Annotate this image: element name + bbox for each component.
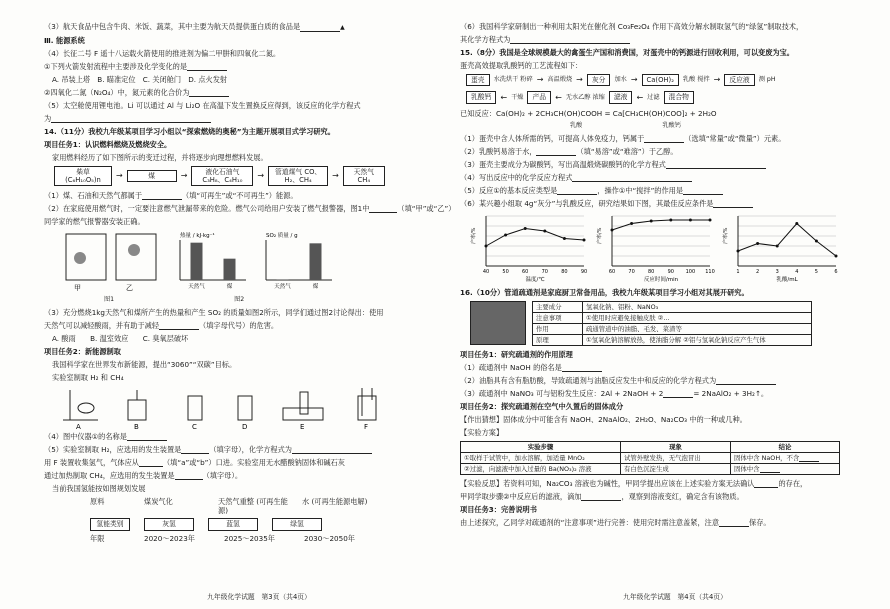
q15-6-line: （6）某兴趣小组取 4g“灰分”与乳酸反应，研究结果如下图，其最佳反应条件是 [460, 199, 852, 208]
answer-blank[interactable] [663, 390, 693, 398]
experiment-table [460, 441, 840, 475]
plan-row-3: 年限 2020～2023年 2025～2035年 2030～2050年 [90, 533, 355, 543]
answer-blank[interactable] [716, 377, 776, 385]
right-page [430, 0, 860, 609]
x-tick-label: 100 [685, 268, 696, 275]
task2-heading: 项目任务2：新能源制取 [44, 347, 121, 357]
apparatus-c [188, 396, 202, 420]
q14-4-line: （4）图中仪器①的名称是 [44, 432, 420, 441]
answer-blank[interactable] [572, 174, 692, 182]
yield-vs-acid-chart [722, 212, 840, 282]
arrow-right-icon: → [713, 75, 721, 85]
flow-box: 产品 [527, 91, 551, 103]
answer-blank[interactable] [760, 465, 780, 473]
answer-blank[interactable] [644, 135, 684, 143]
answer-blank[interactable] [189, 89, 229, 97]
figure-1 [64, 230, 164, 292]
answer-blank[interactable] [510, 36, 630, 44]
fuel-box: 液化石油气 C₃H₈、C₄H₁₀ [191, 166, 253, 187]
arrow-right-icon: → [180, 170, 188, 180]
answer-blank[interactable] [562, 364, 602, 372]
y-axis-label: 产率/% [723, 227, 729, 244]
arrow-left-icon: ← [500, 92, 508, 102]
x-tick-label: 6 [834, 268, 838, 275]
x-tick-label: 40 [482, 268, 490, 275]
x-tick-label: 天然气 [274, 284, 291, 291]
bar [191, 243, 203, 280]
y-axis-label: 产率/% [597, 227, 603, 244]
task1-heading: 项目任务1：认识燃料燃烧及燃烧安全。 [44, 139, 172, 149]
equation-labels: 乳酸 乳酸钙 [570, 121, 681, 129]
data-point [776, 244, 779, 247]
person-icon [128, 244, 140, 256]
data-point [756, 242, 759, 245]
q14-1-line: （1）煤、石油和天然气都属于 （填“可再生”或“不可再生”）能源。 [44, 191, 298, 201]
page-footer: 九年级化学试题 第4页（共4页） [623, 592, 727, 601]
fuel-box: 柴草 (C₆H₁₀O₅)n [54, 166, 112, 187]
answer-blank[interactable] [292, 446, 372, 454]
data-point [795, 222, 798, 225]
data-point [543, 229, 546, 232]
q16-task3-heading: 项目任务3：完善说明书 [460, 504, 537, 514]
arrow-left-icon: ← [636, 92, 644, 102]
x-tick-label: 60 [522, 268, 529, 275]
answer-blank[interactable] [181, 446, 209, 454]
room-b [116, 234, 156, 280]
apparatus-a [63, 390, 98, 420]
plan-title: 当前我国氢能按如图规划发展 [52, 484, 146, 494]
x-tick-label: 4 [795, 268, 799, 275]
q16-2-line: （2）油脂具有含有脂肪酸，导致疏通剂与油脂反应发生中和反应的化学方程式为 [460, 376, 852, 385]
triangle-icon: ▲ [340, 24, 345, 31]
data-point [630, 222, 633, 225]
q14-2c-line: 同学家的燃气报警器安装正确。 [44, 217, 145, 227]
data-point [669, 218, 672, 221]
yield-vs-temperature-chart [470, 212, 588, 282]
apparatus-figure [58, 386, 428, 430]
x-tick-label: 1 [736, 268, 740, 275]
q14-3b-line: 天然气可以减轻酸雨，并有助于减轻 （填字母代号）的危害。 [44, 321, 279, 331]
apparatus-b [128, 390, 146, 420]
x-tick-label: 80 [561, 268, 568, 275]
q6-line: （6）我国科学家研制出一种利用太阳光在催化剂 Co₃Fe₂O₄ 作用下高效分解水制取氢气的“绿氢”制取技术， [460, 22, 804, 31]
x-tick-label: 80 [648, 268, 655, 275]
arrow-right-icon: → [536, 75, 544, 85]
yield-vs-time-chart [596, 212, 714, 282]
plan-row-1: 原料 煤炭气化 天然气重整 (可再生能源) 水 (可再生能源电解) [90, 497, 368, 516]
answer-blank[interactable] [719, 519, 749, 527]
fuel-flow [54, 166, 420, 187]
flow-box: 滤液 [609, 91, 633, 103]
apparatus-label: D [242, 423, 248, 432]
q15-line: 15.（8分）我国是全球规模最大的禽蛋生产国和消费国，对蛋壳中的钙源进行回收利用，可以变废为宝。 [460, 48, 794, 57]
fuel-box: 管道煤气 CO、H₂、CH₄ [268, 166, 328, 187]
reflect-line: 【实验反思】若资料可知，Na₂CO₃ 溶液也为碱性，甲同学提出应该在上述实验方案无法确认 的存在， [460, 478, 808, 488]
chart-title: 热量 / kJ·kg⁻¹ [180, 233, 215, 240]
flow-box: 乳酸钙 [466, 91, 496, 103]
answer-blank[interactable] [175, 472, 203, 480]
chart-title: SO₂ 质量 / g [266, 233, 298, 240]
flow-box: 反应液 [724, 74, 754, 86]
data-point [563, 237, 566, 240]
data-point [689, 218, 692, 221]
q15-4-line: （4）写出反应中的化学反应方程式 [460, 173, 852, 182]
fig-captions: 图1 图2 [104, 296, 245, 304]
answer-blank[interactable] [159, 322, 199, 330]
answer-blank[interactable] [127, 433, 167, 441]
bar [310, 244, 322, 281]
apparatus-label: B [134, 423, 139, 432]
q16-info [470, 301, 852, 346]
product-photo [470, 301, 526, 345]
x-axis-label: 反应时间/min [643, 276, 679, 283]
person-icon [74, 252, 86, 264]
x-tick-label: 60 [608, 268, 616, 275]
apparatus-label: A [76, 423, 81, 432]
answer-blank[interactable] [713, 200, 753, 208]
answer-blank[interactable] [557, 187, 597, 195]
apparatus-label: C [192, 423, 197, 432]
q15-5-line: （5）反应①的基本反应类型是 ，操作①中“搅拌”的作用是 [460, 186, 852, 195]
yield-charts [470, 212, 852, 282]
task1-desc: 家用燃料经历了如下图所示的变迁过程，并将逐步向理想燃料发展。 [52, 152, 268, 162]
q5-line: （5）太空舱使用锂电池。Li 可以通过 Al 与 Li₂O 在高温下发生置换反应得到，该反应的化学方程式 [44, 100, 361, 110]
x-tick-label: 110 [705, 268, 715, 275]
room-a [66, 234, 106, 280]
task2-desc1: 我国科学家在世界发布新能源，提出“3060”“双碳”目标。 [52, 360, 237, 370]
series-line [612, 220, 710, 230]
series-line [738, 223, 836, 256]
flow-box: 混合物 [664, 91, 694, 103]
x-axis-label: 温度/℃ [525, 276, 545, 283]
figure-2-so2-chart [256, 230, 336, 292]
answer-blank[interactable] [369, 205, 397, 213]
x-tick-label: 90 [667, 268, 674, 275]
plan-row-2: 氢能类别 灰氢 蓝氢 绿氢 [90, 518, 420, 530]
table-header-row: 实验步骤 现象 结论 [461, 441, 840, 452]
arrow-right-icon: → [116, 170, 123, 180]
q15-3-line: （3）蛋壳主要成分为碳酸钙，写出高温煅烧碳酸钙的化学方程式 [460, 160, 852, 169]
experiment-title: 【实验方案】 [460, 427, 504, 437]
answer-blank[interactable] [187, 63, 227, 71]
apparatus-label: E [300, 423, 305, 432]
arrow-right-icon: → [576, 75, 583, 85]
q14-3-options: A. 酸雨 B. 温室效应 C. 臭氧层破坏 [52, 334, 189, 344]
table-row: ②过滤，向滤液中加入过量的 Ba(NO₃)₂ 溶液 有白色沉淀生成 固体中含 [461, 463, 840, 474]
q15-2-line: （2）乳酸钙易溶于水， （填“易溶”或“难溶”）于乙醇。 [460, 146, 678, 156]
fuel-box: 煤 [127, 170, 177, 182]
answer-blank[interactable] [683, 187, 723, 195]
y-axis-label: 产率/% [471, 227, 477, 244]
data-point [709, 218, 712, 221]
q14-5-line: （5）实验室制取 H₂，应选用的发生装置是 （填字母），化学方程式为 [44, 445, 420, 454]
table-row: ①取样于试管中，加水溶解，加适量 MnO₂ 试管外壁发热，无气泡冒出 固体中含 NaOH，不含 [461, 452, 840, 463]
process-flow-top: 蛋壳 水洗烘干 粉碎 → 高温煅烧 → 灰分 加水 → Ca(OH)₂ 乳酸 搅拌 → 反应液 测 pH [466, 74, 852, 86]
data-point [815, 239, 818, 242]
page-footer: 九年级化学试题 第3页（共4页） [207, 592, 311, 601]
q16-line: 16.（10分）管道疏通剂是家庭厨卫常备用品，我校九年级某项目学习小组对其展开研究。 [460, 287, 749, 297]
answer-blank[interactable] [139, 459, 163, 467]
arrow-right-icon: → [332, 170, 339, 180]
q14-line: 14.（11分）我校九年级某项目学习小组以“探索燃烧的奥秘”为主题开展项目式学习研究。 [44, 126, 335, 136]
q15-1-line: （1）蛋壳中含人体所需的钙，可提高人体免疫力，钙属于 （选填“常量”或“微量”）元素。 [460, 133, 786, 143]
answer-blank[interactable] [300, 24, 340, 32]
data-point [504, 233, 507, 236]
data-point [650, 219, 653, 222]
flow-box: 蛋壳 [466, 74, 490, 86]
fuel-box: 天然气 CH₄ [343, 166, 385, 187]
apparatus-e [283, 392, 323, 420]
data-point [835, 254, 838, 257]
x-tick-label: 煤 [312, 284, 319, 291]
bar [224, 259, 236, 280]
q16-3-line: （3）疏通剂中 NaNO₃ 可与铝粉发生反应：2Al + 2NaOH + 2 = 2NaAlO₂ + 3H₂↑。 [460, 388, 769, 398]
q16-task2-heading: 项目任务2：探究疏通剂在空气中久置后的固体成分 [460, 401, 624, 411]
figure-2-heat-chart [170, 230, 250, 292]
answer-blank[interactable] [536, 148, 576, 156]
x-tick-label: 煤 [226, 284, 233, 291]
data-point [583, 238, 586, 241]
series-line [486, 228, 584, 246]
x-tick-label: 天然气 [188, 284, 205, 291]
equation-line: 已知反应：Ca(OH)₂ + 2CH₃CH(OH)COOH = Ca[CH₃CH(OH)COO]₂ + 2H₂O [460, 108, 717, 118]
x-axis-label: 乳酸/mL [776, 276, 798, 283]
x-tick-label: 5 [814, 268, 818, 275]
q5b-line: 为 [44, 114, 420, 123]
answer-blank[interactable] [754, 480, 778, 488]
reflect2-line: 甲同学取步骤②中反应后的滤液，滴加 ，观察到溶液变红，确定含有该物质。 [460, 491, 744, 501]
arrow-left-icon: ← [555, 92, 562, 102]
answer-blank[interactable] [666, 161, 766, 169]
data-point [485, 244, 488, 247]
data-point [524, 227, 527, 230]
q14-3-line: （3）充分燃烧1kg天然气和煤所产生的热量和产生 SO₂ 的质量如图2所示，同学们通过图2讨论得出：使用 [44, 308, 384, 318]
q15b-line: 蛋壳高效提取乳酸钙的工艺流程如下： [460, 61, 583, 70]
fig1-label: 甲 [74, 284, 81, 293]
apparatus-f [358, 388, 376, 420]
data-point [737, 249, 740, 252]
q4-2-line: ②四氧化二氮（N₂O₄）中，氮元素的化合价为 [44, 88, 420, 97]
task3-desc: 由上述探究，乙同学对疏通剂的“注意事项”进行完善：使用完时需注意盖紧，注意 保存。 [460, 517, 771, 527]
fig1-label: 乙 [126, 284, 133, 293]
x-tick-label: 90 [580, 268, 588, 275]
process-flow-bottom: 乳酸钙 ← 干燥 产品 ← 无水乙醇 浓缩 滤液 ← 过滤 混合物 [466, 91, 852, 103]
q3-line: （3）航天食品中包含牛肉、米饭、蔬菜，其中主要为航天员提供蛋白质的食品是 ▲ [44, 22, 345, 31]
q16-1-line: （1）疏通剂中 NaOH 的俗名是 [460, 363, 852, 372]
x-tick-label: 50 [502, 268, 509, 275]
q14-2-line: （2）在家庭使用燃气时，一定要注意燃气泄漏带来的危险。燃气公司给用户安装了燃气报警器，图1中 （填“甲”或“乙”） [44, 204, 456, 214]
flow-box: 灰分 [587, 74, 611, 86]
answer-blank[interactable] [51, 115, 211, 123]
arrow-right-icon: → [257, 170, 265, 180]
hypothesis-line: 【作出猜想】固体成分中可能含有 NaOH、2NaAlO₂、2H₂O、Na₂CO₃ 中的一种或几种。 [460, 414, 747, 424]
q14-5e-line: 通过加热制取 CH₄，应选用的发生装置是 （填字母）。 [44, 471, 243, 481]
task2-desc2: 实验室制取 H₂ 和 CH₄ [52, 373, 124, 383]
section-heading: Ⅲ. 能源系统 [44, 35, 85, 45]
x-tick-label: 3 [775, 268, 779, 275]
q4-line: （4）长征二号 F 遥十八运载火箭使用的推进剂为偏二甲肼和四氧化二氮。 [44, 48, 281, 58]
answer-blank[interactable] [142, 192, 182, 200]
q16-task1-heading: 项目任务1：研究疏通剂的作用原理 [460, 349, 573, 359]
apparatus-label: F [364, 423, 369, 432]
flow-box: Ca(OH)₂ [642, 74, 679, 86]
arrow-right-icon: → [630, 75, 638, 85]
figures-row [64, 230, 420, 292]
q4-1-options: A. 吊装上塔 B. 瞄准定位 C. 关闭舱门 D. 点火发射 [52, 74, 228, 84]
q14-5c-line: 用 F 装置收集氢气，气体应从 （填“a”或“b”）口进。实验室用无水醋酸钠固体和碱石灰 [44, 458, 345, 468]
x-tick-label: 70 [541, 268, 548, 275]
answer-blank[interactable] [581, 493, 621, 501]
q4-1-line: ①下列火箭发射流程中主要涉及化学变化的是 [44, 62, 420, 71]
q6b-line: 其化学方程式为 [460, 35, 852, 44]
answer-blank[interactable] [799, 454, 819, 462]
x-tick-label: 70 [628, 268, 635, 275]
data-point [611, 228, 614, 231]
apparatus-d [238, 396, 252, 420]
x-tick-label: 2 [756, 268, 760, 275]
product-info-table: 主要成分 氢氧化钠、铝粉、NaNO₃ 注意事项 ①使用时应避免接触皮肤 ②... 作用 疏通管道中的油脂、毛发、菜渣等 原理 ①氢氧化钠溶解放热，使油脂分解 ②铝与氢氧化钠反应产生气体 [532, 301, 812, 346]
